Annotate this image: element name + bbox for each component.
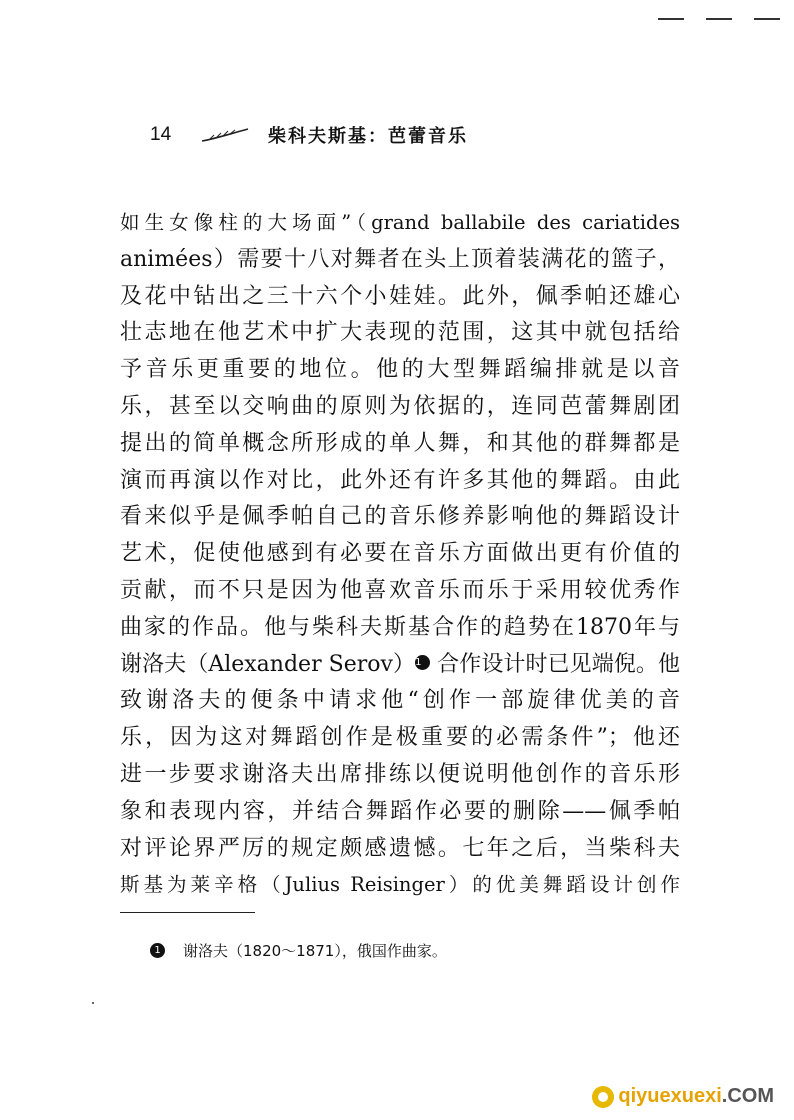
- text-line: 贡献，而不只是因为他喜欢音乐而乐于采用较优秀作: [120, 577, 680, 603]
- text-line: 象和表现内容，并结合舞蹈作必要的删除——佩季帕: [120, 798, 680, 824]
- text-line: 艺术，促使他感到有必要在音乐方面做出更有价值的: [120, 541, 680, 567]
- text-line: 曲家的作品。他与柴科夫斯基合作的趋势在1870年与: [120, 614, 680, 640]
- text-segment: 合作设计时已见端倪。他: [430, 651, 680, 677]
- body-text: [120, 205, 680, 904]
- footnote: [150, 940, 447, 961]
- quill-ornament-icon: [200, 127, 250, 143]
- page-number: 14: [150, 124, 172, 145]
- footnote-divider: [120, 912, 255, 913]
- text-segment: 谢洛夫（Alexander Serov）: [120, 651, 416, 677]
- text-line: 予音乐更重要的地位。他的大型舞蹈编排就是以音: [120, 357, 680, 383]
- top-edge-marks: [658, 18, 780, 20]
- watermark-logo-icon: [592, 1086, 614, 1108]
- footnote-text: 谢洛夫（1820～1871），俄国作曲家。: [183, 942, 447, 960]
- page-header: [150, 122, 468, 148]
- text-line-with-footnote: [120, 647, 680, 684]
- text-line: 乐，甚至以交响曲的原则为依据的，连同芭蕾舞剧团: [120, 393, 680, 419]
- watermark-brand: qiyuexuexi: [618, 1085, 722, 1107]
- watermark-tld: .COM: [721, 1085, 774, 1107]
- text-line: 致谢洛夫的便条中请求他“创作一部旋律优美的音: [120, 688, 680, 714]
- text-line: animées）需要十八对舞者在头上顶着装满花的篮子，: [120, 246, 680, 272]
- running-title: 柴科夫斯基：芭蕾音乐: [268, 126, 468, 147]
- text-line: 提出的简单概念所形成的单人舞，和其他的群舞都是: [120, 430, 680, 456]
- footnote-marker: 1: [150, 943, 165, 958]
- text-line: 斯基为莱辛格（Julius Reisinger）的优美舞蹈设计创作: [120, 873, 680, 897]
- text-line: 看来似乎是佩季帕自己的音乐修养影响他的舞蹈设计: [120, 504, 680, 530]
- footnote-reference[interactable]: 1: [415, 655, 430, 670]
- text-line: 演而再演以作对比，此外还有许多其他的舞蹈。由此: [120, 467, 680, 493]
- scan-speck: [92, 1002, 94, 1004]
- text-line: 进一步要求谢洛夫出席排练以便说明他创作的音乐形: [120, 761, 680, 787]
- text-line: 对评论界严厉的规定颇感遗憾。七年之后，当柴科夫: [120, 835, 680, 861]
- text-line: 壮志地在他艺术中扩大表现的范围，这其中就包括给: [120, 320, 680, 346]
- text-line: 乐，因为这对舞蹈创作是极重要的必需条件”；他还: [120, 725, 680, 751]
- text-line: 如生女像柱的大场面”（grand ballabile des cariatides: [120, 211, 680, 234]
- site-watermark: [592, 1085, 774, 1108]
- text-line: 及花中钻出之三十六个小娃娃。此外，佩季帕还雄心: [120, 283, 680, 309]
